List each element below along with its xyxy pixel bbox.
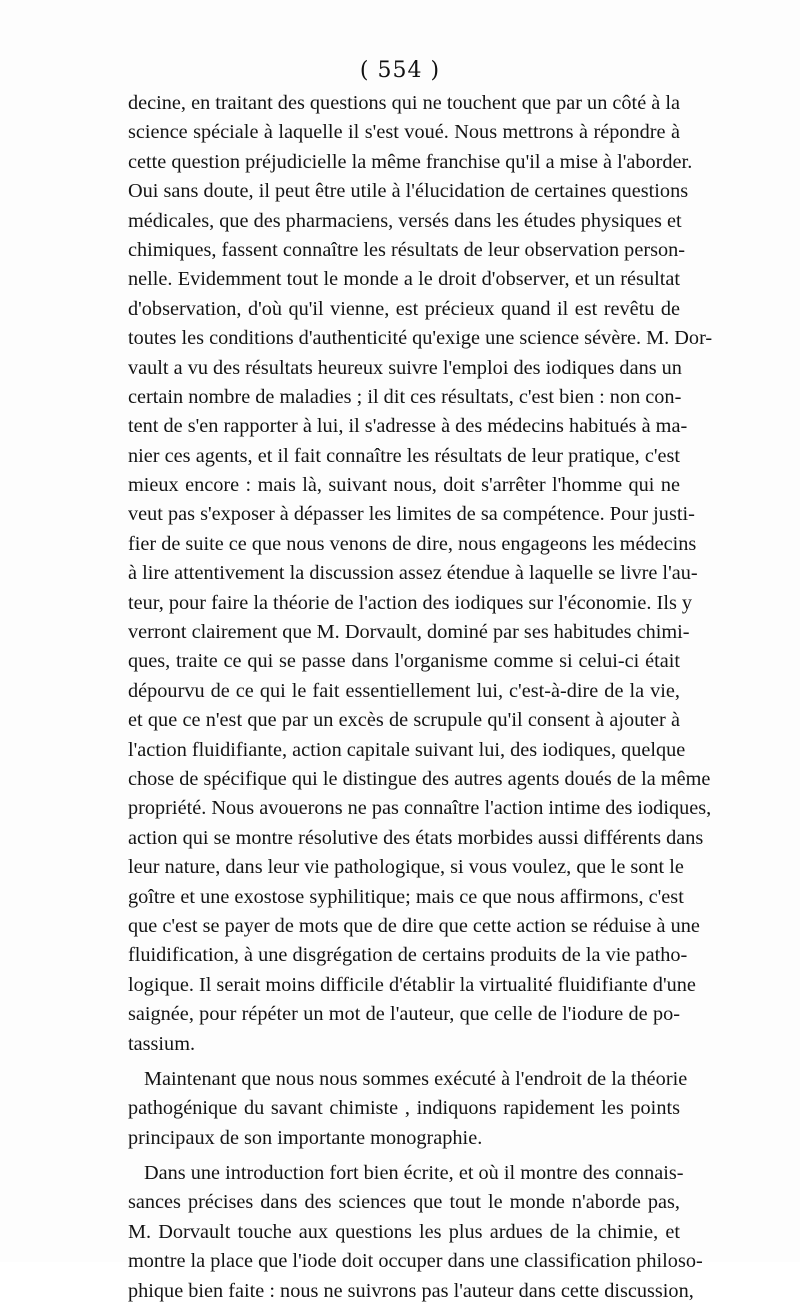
text-line: principaux de son importante monographie. [128,1126,483,1149]
text-line: veut pas s'exposer à dépasser les limites de sa compétence. Pour justi- [128,503,695,526]
text-line: pathogénique du savant chimiste , indiquons rapidement les points [128,1097,680,1120]
text-line: tent de s'en rapporter à lui, il s'adresse à des médecins habitués à ma- [128,415,688,438]
text-line: fier de suite ce que nous venons de dire, nous engageons les médecins [128,532,697,555]
text-line: saignée, pour répéter un mot de l'auteur, que celle de l'iodure de po- [128,1003,680,1026]
text-line: que c'est se payer de mots que de dire que cette action se réduise à une [128,914,700,937]
text-line: cette question préjudicielle la même franchise qu'il a mise à l'aborder. [128,150,693,173]
text-line: teur, pour faire la théorie de l'action des iodiques sur l'économie. Ils y [128,591,693,614]
text-line: d'observation, d'où qu'il vienne, est précieux quand il est revêtu de [128,297,680,320]
text-line: dépourvu de ce qui le fait essentiellement lui, c'est-à-dire de la vie, [128,679,680,702]
text-line: montre la place que l'iode doit occuper dans une classification philoso- [128,1250,703,1273]
text-line: nelle. Evidemment tout le monde a le droit d'observer, et un résultat [128,268,680,291]
text-line: à lire attentivement la discussion assez étendue à laquelle se livre l'au- [128,562,698,585]
text-line: fluidification, à une disgrégation de certains produits de la vie patho- [128,944,688,967]
text-line: ques, traite ce qui se passe dans l'organisme comme si celui-ci était [128,650,680,673]
text-line: l'action fluidifiante, action capitale suivant lui, des iodiques, quelque [128,738,686,761]
text-line: decine, en traitant des questions qui ne touchent que par un côté à la [128,92,680,114]
body-text [128,89,713,1306]
text-line: M. Dorvault touche aux questions les plus ardues de la chimie, et [128,1220,680,1243]
text-line: logique. Il serait moins difficile d'établir la virtualité fluidifiante d'une [128,973,696,996]
text-line: sances précises dans des sciences que tout le monde n'aborde pas, [128,1191,680,1214]
text-line: Maintenant que nous nous sommes exécuté à l'endroit de la théorie [144,1067,688,1090]
text-line: nier ces agents, et il fait connaître les résultats de leur pratique, c'est [128,444,680,467]
text-line: et que ce n'est que par un excès de scrupule qu'il consent à ajouter à [128,709,680,732]
text-line: action qui se montre résolutive des états morbides aussi différents dans [128,826,704,849]
text-line: vault a vu des résultats heureux suivre l'emploi des iodiques dans un [128,356,682,379]
text-line: goître et une exostose syphilitique; mais ce que nous affirmons, c'est [128,885,684,908]
text-line: certain nombre de maladies ; il dit ces résultats, c'est bien : non con- [128,385,682,408]
text-line: Dans une introduction fort bien écrite, et où il montre des connais- [144,1162,684,1185]
text-line: tassium. [128,1032,196,1055]
text-line: médicales, que des pharmaciens, versés dans les études physiques et [128,209,682,232]
text-line: science spéciale à laquelle il s'est voué. Nous mettrons à répondre à [128,121,680,144]
text-line: verront clairement que M. Dorvault, dominé par ses habitudes chimi- [128,621,690,644]
paragraph [128,1159,703,1306]
paragraph [128,1065,688,1153]
page-number: ( 554 ) [359,58,441,83]
text-line: chose de spécifique qui le distingue des autres agents doués de la même [128,767,711,790]
text-line: propriété. Nous avouerons ne pas connaître l'action intime des iodiques, [128,797,712,820]
text-line: chimiques, fassent connaître les résultats de leur observation person- [128,238,686,261]
paragraph [128,89,713,1059]
text-line: Oui sans doute, il peut être utile à l'élucidation de certaines questions [128,180,689,203]
text-line: mieux encore : mais là, suivant nous, doit s'arrêter l'homme qui ne [128,474,680,497]
text-line: toutes les conditions d'authenticité qu'exige une science sévère. M. Dor- [128,327,713,350]
text-line: phique bien faite : nous ne suivrons pas l'auteur dans cette discussion, [128,1279,694,1302]
text-line: leur nature, dans leur vie pathologique, si vous voulez, que le sont le [128,856,684,879]
